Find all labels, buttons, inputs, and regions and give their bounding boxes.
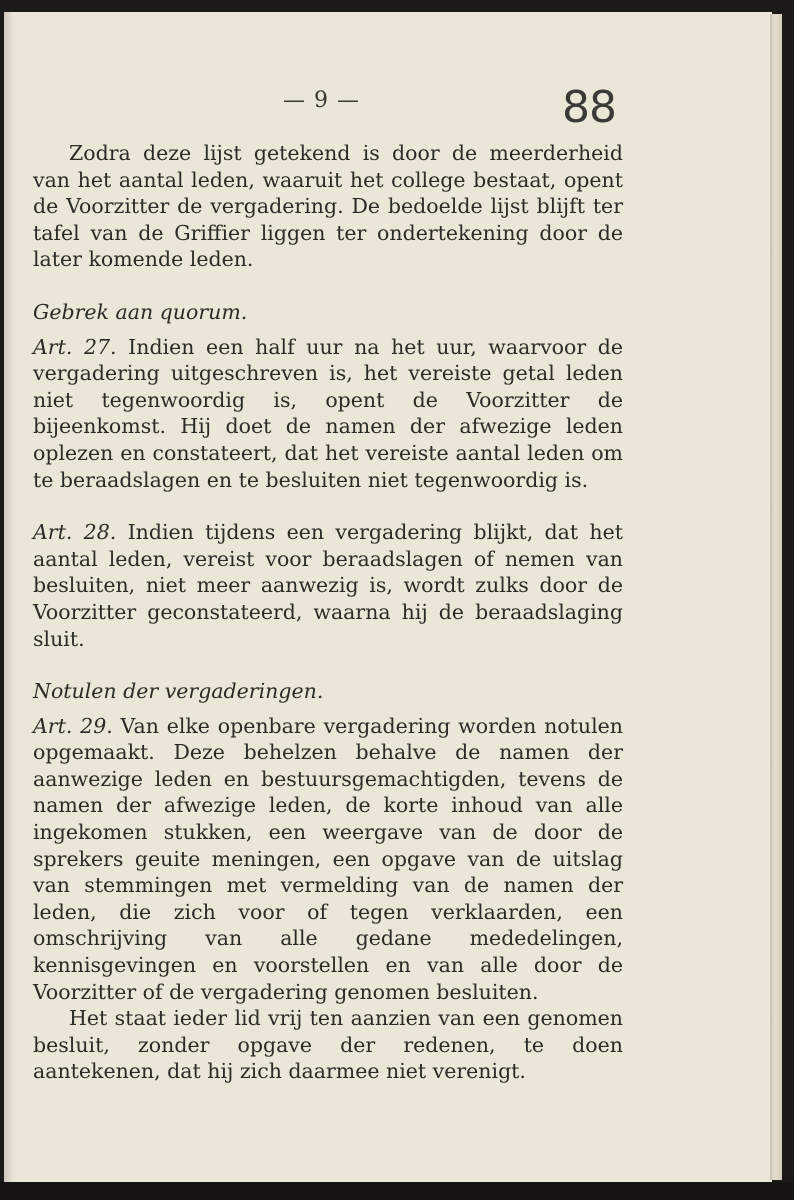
stamped-page-number: 88 xyxy=(562,82,616,133)
page-number: — 9 — xyxy=(283,88,360,113)
section-heading-quorum: Gebrek aan quorum. xyxy=(33,299,248,324)
article-27 xyxy=(33,334,623,494)
article-27-label: Art. 27. xyxy=(33,334,117,359)
scan-border xyxy=(0,1182,794,1200)
article-28-label: Art. 28. xyxy=(33,520,117,545)
page-header xyxy=(0,82,794,133)
body-text xyxy=(33,140,623,1085)
intro-paragraph: Zodra deze lijst getekend is door de meerderheid van het aantal leden, waaruit het college bestaat, opent de Voorzitter de vergadering. De bedoelde lijst blijft ter tafel van de Griffier liggen ter ondertekening door de later komende leden. xyxy=(33,141,623,272)
page-edge xyxy=(770,14,782,1180)
article-27-text: Indien een half uur na het uur, waarvoor de vergadering uitgeschreven is, het vereiste getal leden niet tegenwoordig is, opent de Voorzitter de bijeenkomst. Hij doet de namen der afwezige leden oplezen en constateert, dat het vereiste aantal leden om te beraadslagen en te besluiten niet tegenwoordig is. xyxy=(33,334,624,492)
article-29-text: Van elke openbare vergadering worden notulen opgemaakt. Deze behelzen behalve de namen der aanwezige leden en bestuursgemachtigden, tevens de namen der afwezige leden, de korte inhoud van alle ingekomen stukken, een weergave van de door de sprekers geuite meningen, een opgave van de uitslag van stemmingen met vermelding van de namen der leden, die zich voor of tegen verklaarden, een omschrijving van alle gedane mededelingen, kennisgevingen en voorstellen en van alle door de Voorzitter of de vergadering genomen besluiten. xyxy=(33,713,623,1004)
article-29-label: Art. 29. xyxy=(33,713,113,738)
article-28 xyxy=(33,519,623,652)
article-28-text: Indien tijdens een vergadering blijkt, dat het aantal leden, vereist voor beraadslagen of nemen van besluiten, niet meer aanwezig is, wordt zulks door de Voorzitter geconstateerd, waarna hij de beraadslaging sluit. xyxy=(33,520,623,651)
section-heading-notulen: Notulen der vergaderingen. xyxy=(33,679,324,704)
final-paragraph: Het staat ieder lid vrij ten aanzien van een genomen besluit, zonder opgave der redenen, te doen aantekenen, dat hij zich daarmee niet verenigt. xyxy=(33,1006,623,1084)
article-29 xyxy=(33,713,623,1006)
binding-shadow xyxy=(4,12,14,1182)
